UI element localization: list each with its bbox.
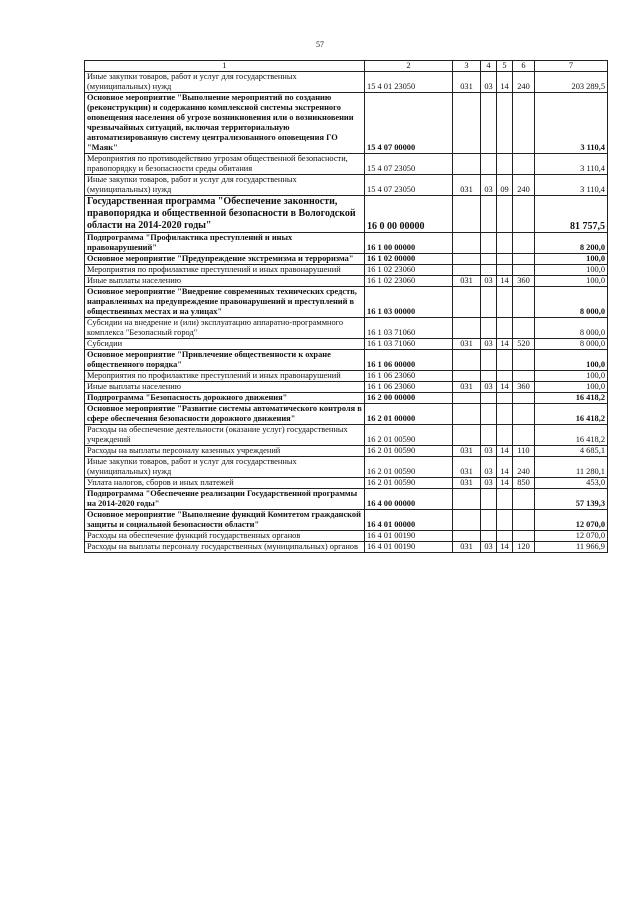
table-row: [85, 254, 608, 265]
row-col6: 520: [513, 339, 535, 350]
row-name: Подпрограмма "Профилактика преступлений и иных правонарушений": [85, 233, 365, 254]
row-col6: [513, 196, 535, 233]
table-row: [85, 196, 608, 233]
row-name: Основное мероприятие "Предупреждение экстремизма и терроризма": [85, 254, 365, 265]
table-row: [85, 265, 608, 276]
row-name: Иные закупки товаров, работ и услуг для государственных (муниципальных) нужд: [85, 72, 365, 93]
table-row: [85, 72, 608, 93]
row-code: 15 4 01 23050: [365, 72, 453, 93]
row-col6: [513, 254, 535, 265]
row-name: Основное мероприятие "Привлечение общественности к охране общественного порядка": [85, 350, 365, 371]
column-header: 3: [453, 61, 481, 72]
row-col5: [497, 350, 513, 371]
row-amount: 81 757,5: [535, 196, 608, 233]
table-row: [85, 404, 608, 425]
row-col6: [513, 265, 535, 276]
row-col3: [453, 489, 481, 510]
row-name: Подпрограмма "Безопасность дорожного движения": [85, 393, 365, 404]
row-col3: [453, 393, 481, 404]
row-col4: [481, 154, 497, 175]
row-col6: [513, 393, 535, 404]
row-amount: 100,0: [535, 371, 608, 382]
row-code: 16 4 01 00190: [365, 531, 453, 542]
row-col5: [497, 425, 513, 446]
row-col5: [497, 404, 513, 425]
row-amount: 12 070,0: [535, 531, 608, 542]
row-col5: [497, 371, 513, 382]
column-header: 2: [365, 61, 453, 72]
table-row: [85, 371, 608, 382]
row-name: Мероприятия по профилактике преступлений и иных правонарушений: [85, 371, 365, 382]
row-col4: [481, 489, 497, 510]
row-amount: 100,0: [535, 276, 608, 287]
row-amount: 11 280,1: [535, 457, 608, 478]
row-col4: [481, 233, 497, 254]
row-col6: [513, 489, 535, 510]
row-col5: [497, 233, 513, 254]
row-col5: [497, 196, 513, 233]
row-col3: 031: [453, 478, 481, 489]
row-col5: 14: [497, 339, 513, 350]
row-col6: [513, 510, 535, 531]
row-col4: [481, 425, 497, 446]
row-col5: [497, 154, 513, 175]
row-code: 16 1 06 23060: [365, 382, 453, 393]
row-col6: 240: [513, 72, 535, 93]
row-code: 15 4 07 23050: [365, 175, 453, 196]
row-amount: 16 418,2: [535, 393, 608, 404]
row-col6: 240: [513, 175, 535, 196]
row-amount: 100,0: [535, 350, 608, 371]
table-row: [85, 446, 608, 457]
row-code: 16 2 00 00000: [365, 393, 453, 404]
column-header: 4: [481, 61, 497, 72]
row-col3: 031: [453, 542, 481, 553]
row-col4: 03: [481, 446, 497, 457]
row-name: Расходы на выплаты персоналу государственных (муниципальных) органов: [85, 542, 365, 553]
table-row: [85, 542, 608, 553]
row-code: 16 2 01 00590: [365, 446, 453, 457]
row-col3: [453, 254, 481, 265]
row-code: 16 4 01 00000: [365, 510, 453, 531]
row-col4: [481, 510, 497, 531]
row-name: Основное мероприятие "Выполнение функций Комитетом гражданской защиты и социальной безопасности области": [85, 510, 365, 531]
row-code: 15 4 07 23050: [365, 154, 453, 175]
row-amount: 100,0: [535, 382, 608, 393]
table-row: [85, 287, 608, 318]
table-row: [85, 175, 608, 196]
row-amount: 8 000,0: [535, 287, 608, 318]
row-col4: [481, 93, 497, 154]
row-name: Расходы на обеспечение функций государственных органов: [85, 531, 365, 542]
row-col3: 031: [453, 72, 481, 93]
row-col4: 03: [481, 276, 497, 287]
row-col5: [497, 287, 513, 318]
row-code: 16 4 00 00000: [365, 489, 453, 510]
row-amount: 16 418,2: [535, 404, 608, 425]
row-name: Иные закупки товаров, работ и услуг для государственных (муниципальных) нужд: [85, 457, 365, 478]
table-row: [85, 382, 608, 393]
budget-table: [84, 60, 608, 553]
row-col4: 03: [481, 175, 497, 196]
row-code: 16 1 03 71060: [365, 339, 453, 350]
row-col3: [453, 265, 481, 276]
row-col6: [513, 233, 535, 254]
row-col5: [497, 93, 513, 154]
row-col6: 360: [513, 382, 535, 393]
row-col4: [481, 393, 497, 404]
table-row: [85, 318, 608, 339]
row-col6: [513, 350, 535, 371]
row-code: 16 2 01 00590: [365, 457, 453, 478]
row-col3: [453, 404, 481, 425]
row-col4: [481, 350, 497, 371]
row-col6: 850: [513, 478, 535, 489]
row-col6: [513, 154, 535, 175]
row-code: 16 1 02 23060: [365, 276, 453, 287]
table-row: [85, 510, 608, 531]
row-col5: 14: [497, 478, 513, 489]
table-row: [85, 457, 608, 478]
table-row: [85, 339, 608, 350]
row-col5: [497, 393, 513, 404]
row-col3: [453, 154, 481, 175]
row-amount: 3 110,4: [535, 93, 608, 154]
table-row: [85, 478, 608, 489]
row-col3: [453, 93, 481, 154]
row-col6: [513, 287, 535, 318]
row-code: 16 1 00 00000: [365, 233, 453, 254]
row-col5: 14: [497, 276, 513, 287]
page-number: 57: [316, 40, 324, 49]
row-col6: [513, 425, 535, 446]
row-amount: 11 966,9: [535, 542, 608, 553]
row-name: Субсидии: [85, 339, 365, 350]
row-col5: 14: [497, 382, 513, 393]
row-name: Основное мероприятие "Развитие системы автоматического контроля в сфере обеспечения безопасности дорожного движения": [85, 404, 365, 425]
row-code: 16 1 06 23060: [365, 371, 453, 382]
row-amount: 203 289,5: [535, 72, 608, 93]
table-row: [85, 425, 608, 446]
row-col3: 031: [453, 446, 481, 457]
row-col5: 14: [497, 542, 513, 553]
table-row: [85, 233, 608, 254]
row-col3: [453, 196, 481, 233]
row-code: 15 4 07 00000: [365, 93, 453, 154]
row-col3: [453, 510, 481, 531]
row-name: Иные выплаты населению: [85, 382, 365, 393]
row-name: Уплата налогов, сборов и иных платежей: [85, 478, 365, 489]
row-amount: 100,0: [535, 265, 608, 276]
row-col4: [481, 265, 497, 276]
row-amount: 453,0: [535, 478, 608, 489]
row-amount: 4 685,1: [535, 446, 608, 457]
row-col6: 240: [513, 457, 535, 478]
column-header: 7: [535, 61, 608, 72]
row-col4: 03: [481, 542, 497, 553]
row-col6: [513, 404, 535, 425]
row-col3: [453, 350, 481, 371]
row-amount: 12 070,0: [535, 510, 608, 531]
column-header: 5: [497, 61, 513, 72]
row-col5: 14: [497, 446, 513, 457]
row-code: 16 1 02 23060: [365, 265, 453, 276]
column-header: 6: [513, 61, 535, 72]
row-amount: 16 418,2: [535, 425, 608, 446]
row-col6: [513, 93, 535, 154]
row-code: 16 1 06 00000: [365, 350, 453, 371]
table-row: [85, 489, 608, 510]
row-col3: 031: [453, 382, 481, 393]
row-col4: 03: [481, 382, 497, 393]
row-name: Государственная программа "Обеспечение законности, правопорядка и общественной безопасности в Вологодской области на 2014-2020 годы": [85, 196, 365, 233]
row-col4: 03: [481, 339, 497, 350]
row-col5: [497, 510, 513, 531]
table-row: [85, 531, 608, 542]
row-col4: [481, 404, 497, 425]
row-col5: [497, 318, 513, 339]
row-col3: [453, 318, 481, 339]
row-col5: [497, 531, 513, 542]
row-col3: 031: [453, 276, 481, 287]
row-amount: 8 000,0: [535, 339, 608, 350]
row-col4: 03: [481, 478, 497, 489]
row-code: 16 2 01 00000: [365, 404, 453, 425]
row-col4: [481, 287, 497, 318]
row-name: Подпрограмма "Обеспечение реализации Государственной программы на 2014-2020 годы": [85, 489, 365, 510]
row-col3: 031: [453, 457, 481, 478]
row-col5: 09: [497, 175, 513, 196]
row-col6: 110: [513, 446, 535, 457]
row-col3: [453, 233, 481, 254]
row-col4: [481, 196, 497, 233]
row-name: Иные выплаты населению: [85, 276, 365, 287]
row-col6: [513, 318, 535, 339]
row-col4: [481, 254, 497, 265]
row-col5: 14: [497, 457, 513, 478]
row-name: Расходы на обеспечение деятельности (оказание услуг) государственных учреждений: [85, 425, 365, 446]
table-row: [85, 393, 608, 404]
row-code: 16 2 01 00590: [365, 478, 453, 489]
table-row: [85, 93, 608, 154]
row-name: Основное мероприятие "Внедрение современных технических средств, направленных на предупреждение правонарушений и преступлений в общественных местах и на улицах": [85, 287, 365, 318]
table-row: [85, 154, 608, 175]
row-name: Иные закупки товаров, работ и услуг для государственных (муниципальных) нужд: [85, 175, 365, 196]
row-col3: [453, 287, 481, 318]
row-amount: 3 110,4: [535, 154, 608, 175]
row-col3: 031: [453, 339, 481, 350]
row-code: 16 2 01 00590: [365, 425, 453, 446]
row-col3: [453, 425, 481, 446]
row-amount: 3 110,4: [535, 175, 608, 196]
row-code: 16 1 03 71060: [365, 318, 453, 339]
row-name: Основное мероприятие "Выполнение мероприятий по созданию (реконструкции) и содержанию комплексной системы экстренного оповещения населения об угрозе возникновения или о возникновении чрезвычайных ситуаций, включая территориальную автоматизированную систему централизованного оповещения ГО "Маяк": [85, 93, 365, 154]
row-name: Мероприятия по противодействию угрозам общественной безопасности, правопорядку и безопасности среды обитания: [85, 154, 365, 175]
row-col3: [453, 531, 481, 542]
row-col5: 14: [497, 72, 513, 93]
row-col4: [481, 318, 497, 339]
table-row: [85, 276, 608, 287]
header-row: [85, 61, 608, 72]
row-col5: [497, 254, 513, 265]
row-col6: 360: [513, 276, 535, 287]
row-name: Расходы на выплаты персоналу казенных учреждений: [85, 446, 365, 457]
table-row: [85, 350, 608, 371]
row-amount: 100,0: [535, 254, 608, 265]
column-header: 1: [85, 61, 365, 72]
row-col6: [513, 531, 535, 542]
row-col6: [513, 371, 535, 382]
row-code: 16 1 03 00000: [365, 287, 453, 318]
row-amount: 57 139,3: [535, 489, 608, 510]
row-code: 16 0 00 00000: [365, 196, 453, 233]
row-col5: [497, 489, 513, 510]
row-col6: 120: [513, 542, 535, 553]
row-col4: [481, 531, 497, 542]
table-body: [85, 72, 608, 553]
row-amount: 8 000,0: [535, 318, 608, 339]
row-code: 16 4 01 00190: [365, 542, 453, 553]
row-col3: [453, 371, 481, 382]
row-amount: 8 200,0: [535, 233, 608, 254]
row-col3: 031: [453, 175, 481, 196]
row-name: Субсидии на внедрение и (или) эксплуатацию аппаратно-программного комплекса "Безопасный город": [85, 318, 365, 339]
row-col4: [481, 371, 497, 382]
row-col4: 03: [481, 72, 497, 93]
row-name: Мероприятия по профилактике преступлений и иных правонарушений: [85, 265, 365, 276]
row-code: 16 1 02 00000: [365, 254, 453, 265]
row-col4: 03: [481, 457, 497, 478]
row-col5: [497, 265, 513, 276]
